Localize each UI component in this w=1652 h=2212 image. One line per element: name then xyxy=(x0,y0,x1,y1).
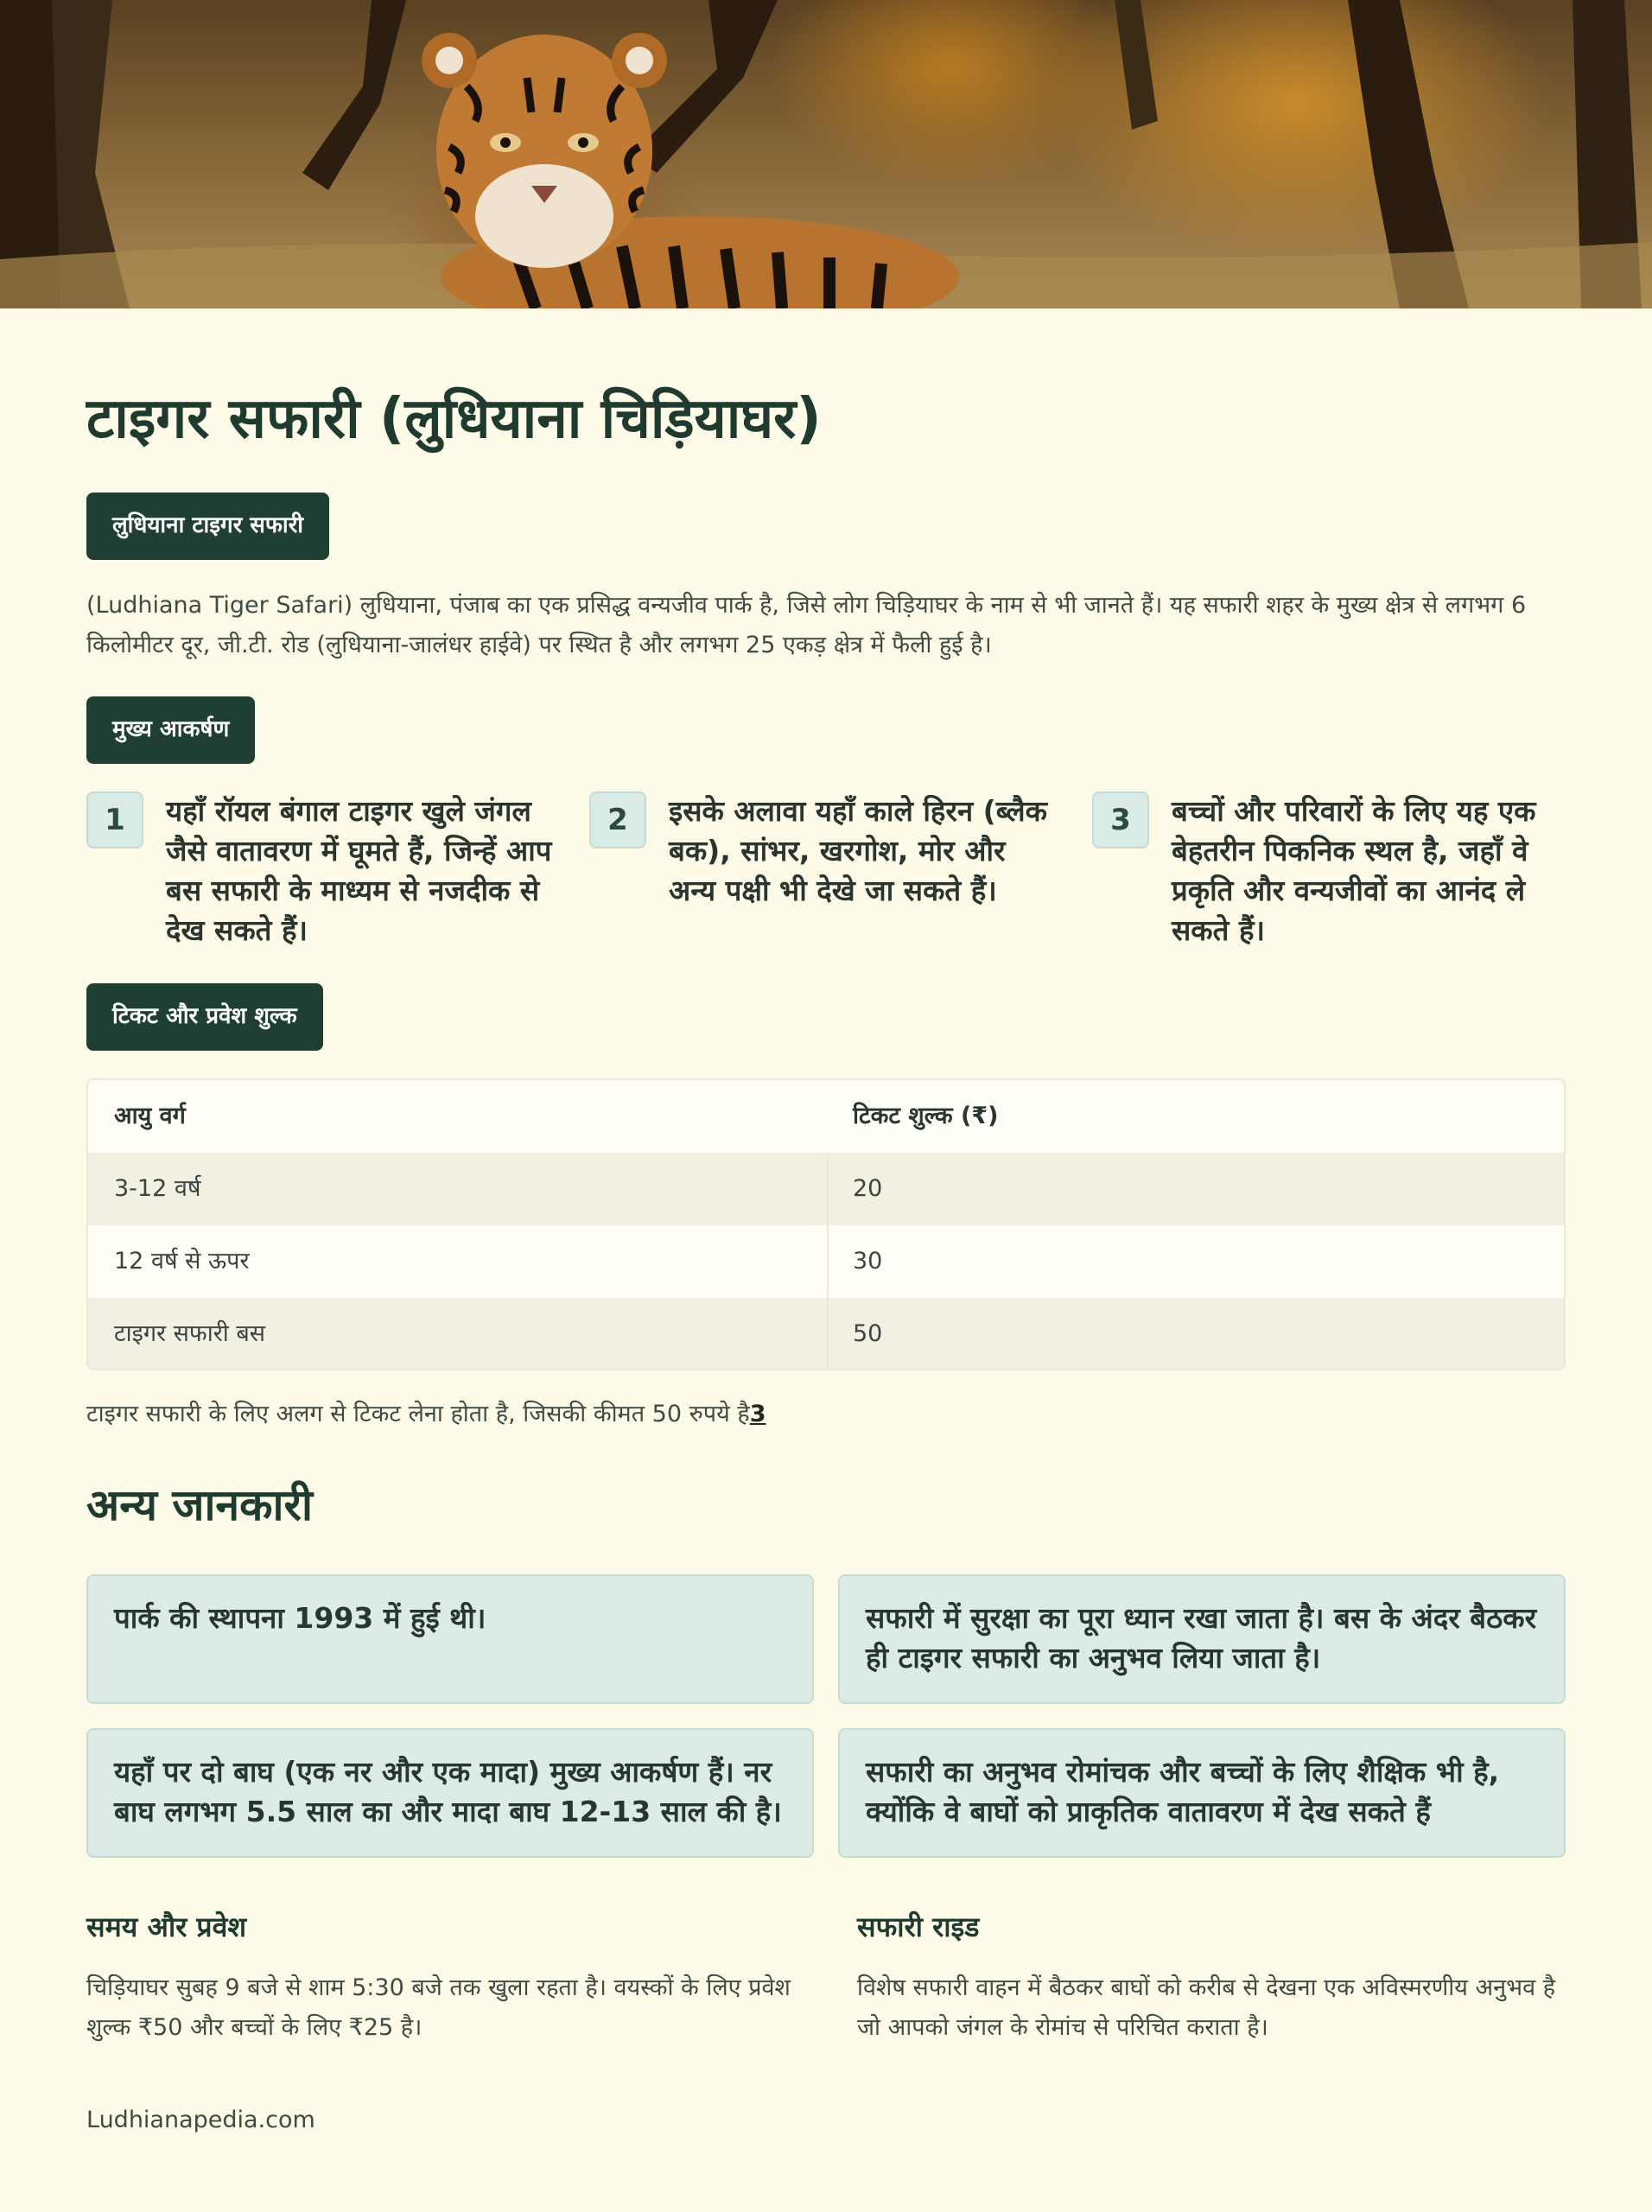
timing-paragraph: चिड़ियाघर सुबह 9 बजे से शाम 5:30 बजे तक खुला रहता है। वयस्कों के लिए प्रवेश शुल्क ₹50 और बच्चों के लिए ₹25 है। xyxy=(86,1974,791,2041)
attraction-text: इसके अलावा यहाँ काले हिरन (ब्लैक बक), सांभर, खरगोश, मोर और अन्य पक्षी भी देखे जा सकते हैं। xyxy=(669,794,1047,907)
info-card: पार्क की स्थापना 1993 में हुई थी। xyxy=(86,1574,814,1704)
page-title: टाइगर सफारी (लुधियाना चिड़ियाघर) xyxy=(86,387,822,451)
ticket-note xyxy=(86,1396,766,1428)
number-badge: 3 xyxy=(1092,791,1149,849)
table-cell: 3-12 वर्ष xyxy=(114,1175,201,1202)
number-badge: 1 xyxy=(86,791,143,849)
attraction-text: बच्चों और परिवारों के लिए यह एक बेहतरीन पिकनिक स्थल है, जहाँ वे प्रकृति और वन्यजीवों का आनंद ले सकते हैं। xyxy=(1172,794,1536,947)
info-card: सफारी में सुरक्षा का पूरा ध्यान रखा जाता है। बस के अंदर बैठकर ही टाइगर सफारी का अनुभव लिया जाता है। xyxy=(838,1574,1566,1704)
citation-link[interactable]: 3 xyxy=(749,1401,766,1427)
hero-image xyxy=(0,0,1652,308)
ticket-table xyxy=(86,1078,1566,1370)
timing-heading: समय और प्रवेश xyxy=(86,1910,247,1943)
ticket-note-text: टाइगर सफारी के लिए अलग से टिकट लेना होता है, जिसकी कीमत 50 रुपये है xyxy=(86,1401,750,1427)
attractions-tag: मुख्य आकर्षण xyxy=(86,696,255,764)
info-card: यहाँ पर दो बाघ (एक नर और एक मादा) मुख्य आकर्षण हैं। नर बाघ लगभग 5.5 साल का और मादा बाघ 12-13 साल की है। xyxy=(86,1728,814,1858)
ride-heading: सफारी राइड xyxy=(857,1910,980,1943)
tiger-photo-icon xyxy=(0,0,1652,308)
footer-site-name: Ludhianapedia.com xyxy=(86,2107,315,2133)
table-cell: 20 xyxy=(853,1175,883,1202)
column-divider xyxy=(827,1153,829,1370)
table-cell: टाइगर सफारी बस xyxy=(114,1320,266,1347)
ride-paragraph: विशेष सफारी वाहन में बैठकर बाघों को करीब से देखना एक अविस्मरणीय अनुभव है जो आपको जंगल के रोमांच से परिचित कराता है। xyxy=(857,1974,1556,2041)
table-cell: 12 वर्ष से ऊपर xyxy=(114,1248,250,1274)
intro-paragraph: (Ludhiana Tiger Safari) लुधियाना, पंजाब का एक प्रसिद्ध वन्यजीव पार्क है, जिसे लोग चिड़ियाघर के नाम से भी जानते हैं। यह सफारी शहर के मुख्य क्षेत्र से लगभग 6 किलोमीटर दूर, जी.टी. रोड (लुधियाना-जालंधर हाईवे) पर स्थित है और लगभग 25 एकड़ क्षेत्र में फैली हुई है। xyxy=(86,592,1527,658)
attraction-text: यहाँ रॉयल बंगाल टाइगर खुले जंगल जैसे वातावरण में घूमते हैं, जिन्हें आप बस सफारी के माध्यम से नजदीक से देख सकते हैं। xyxy=(166,794,552,947)
other-info-heading: अन्य जानकारी xyxy=(86,1480,313,1530)
table-cell: 50 xyxy=(853,1320,883,1347)
number-badge: 2 xyxy=(589,791,646,849)
info-card: सफारी का अनुभव रोमांचक और बच्चों के लिए शैक्षिक भी है, क्योंकि वे बाघों को प्राकृतिक वातावरण में देख सकते हैं xyxy=(838,1728,1566,1858)
tickets-tag: टिकट और प्रवेश शुल्क xyxy=(86,983,323,1051)
table-cell: 30 xyxy=(853,1248,883,1274)
table-header-cell: टिकट शुल्क (₹) xyxy=(853,1103,999,1129)
intro-tag: लुधियाना टाइगर सफारी xyxy=(86,493,329,560)
table-header-cell: आयु वर्ग xyxy=(114,1103,186,1129)
table-header-row xyxy=(88,1080,1566,1153)
